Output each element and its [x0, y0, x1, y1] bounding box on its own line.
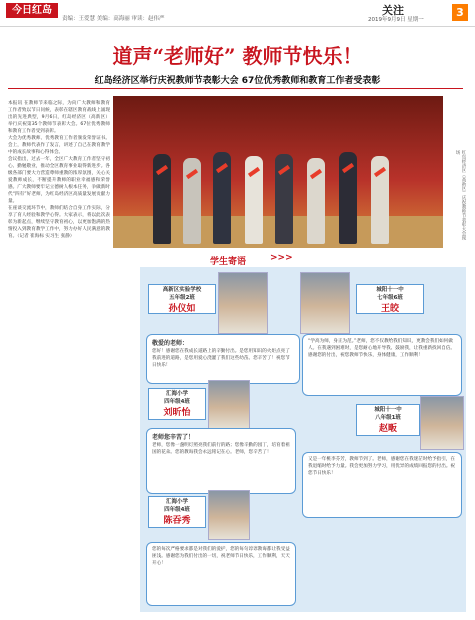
- person-figure: [245, 156, 263, 244]
- student-name: 刘昕怡: [163, 408, 191, 418]
- message-box: [302, 452, 462, 518]
- section-title: 学生寄语: [210, 257, 247, 267]
- chevron-right-icon: >>>: [270, 253, 293, 263]
- student-class: 四年级4班: [164, 507, 190, 513]
- student-card: [356, 404, 420, 436]
- student-school: 高新区实验学校: [162, 287, 202, 293]
- student-name: 孙仪如: [168, 304, 196, 314]
- message-box: [146, 334, 300, 384]
- person-figure: [275, 154, 293, 244]
- person-figure: [307, 158, 325, 244]
- person-figure: [183, 158, 201, 244]
- message-heading: 敬爱的老师：: [152, 340, 189, 347]
- student-class: 八年级1班: [375, 415, 401, 421]
- student-card: [148, 284, 216, 314]
- message-box: [302, 334, 462, 396]
- message-heading: 老师您辛苦了！: [152, 434, 195, 441]
- message-box: [146, 428, 296, 494]
- student-name: 王皎: [380, 304, 399, 314]
- ceremony-photo: [113, 96, 443, 248]
- student-card: [356, 284, 424, 314]
- person-figure: [213, 152, 231, 244]
- student-class: 五年级2班: [169, 295, 195, 301]
- student-class: 七年级6班: [377, 295, 403, 301]
- message-text: 您好！感谢您在我成长道路上的辛勤付出。是您用知识的火炬点亮了我前进的道路，是您用爱心浇灌了我们这些幼苗。您辛苦了！祝您节日快乐！: [152, 349, 290, 369]
- student-photo: [300, 272, 350, 334]
- student-name: 赵畈: [378, 424, 397, 434]
- person-figure: [153, 154, 171, 244]
- student-card: [148, 496, 206, 528]
- article-body: 本报讯 在教师节来临之际，为向广大教师和教育工作者致以节日问候，表彰在辖区教育战线上涌现出的先进典型，9月6日，红岛经济区（高新区）举行庆祝第35个教师节表彰大会。67位优秀教师和教育工作者受到表彰。 大会为优秀教师、优秀教育工作者颁发荣誉证书。会上，教师代表作了发言，讲述了自己在教育教学中的成长故事和心得体会。 会议指出，过去一年，全区广大教育工作者坚守初心、勤勉敬业，推动全区教育事业取得新进步。各级各部门要大力营造尊师重教的浓厚氛围，关心关爱教师成长，不断提升教师的职业幸福感和荣誉感。广大教师要牢记立德树人根本任务，争做新时代“四有”好老师，为红岛经济区高质量发展贡献力量。 在座谈交流环节中，教师们结合自身工作实际，分享了育人经验和教学心得。大家表示，将以此次表彰为新起点，继续坚守教育初心，以更加饱满的热情投入到教育教学工作中，努力办好人民满意的教育。（记者 崔海标 实习生 张静）: [8, 101, 110, 239]
- editors-line: 责编：王爱慧 美编：高海丽 审读：赵伟严: [62, 16, 165, 22]
- message-box: [146, 542, 296, 606]
- headline: 道声“老师好” 教师节快乐！: [112, 44, 363, 68]
- student-photo: [208, 380, 250, 430]
- section-name: 关注: [382, 4, 404, 17]
- message-text: 您的每次严格要求都是对我们的爱护，您的每句谆谆教诲都让我受益匪浅。感谢您为我们付出的一切，祝老师节日快乐，工作顺利，天天开心！: [152, 547, 290, 567]
- person-figure: [371, 156, 389, 244]
- student-photo: [208, 490, 250, 540]
- person-figure: [339, 152, 357, 244]
- page-number: 3: [452, 4, 468, 21]
- student-school: 汇海小学: [165, 499, 188, 505]
- newspaper-logo: 今日红岛: [6, 3, 58, 18]
- student-photo: [420, 396, 464, 450]
- student-card: [148, 388, 206, 420]
- message-text: 老师，您像一盏明灯照亮我们前行的路；您像辛勤的园丁，培育着祖国的花朵。您的教诲我会永远铭记在心。老师，您辛苦了！: [152, 443, 290, 456]
- subheadline: 红岛经济区举行庆祝教师节表彰大会 67位优秀教师和教育工作者受表彰: [94, 76, 381, 86]
- issue-date: 2019年9月9日 星期一: [368, 17, 424, 23]
- student-school: 城阳十一中: [374, 407, 402, 413]
- student-photo: [218, 272, 268, 334]
- message-text: 又是一年桃李芬芳，教师节到了。老师，感谢您在我迷茫时给予指引，在我退缩时给予力量。我会更加努力学习，用优异的成绩回报您的付出。祝您节日快乐！: [308, 457, 456, 477]
- student-class: 四年级4班: [164, 399, 190, 405]
- message-text: “学高为师，身正为范。”老师，您不仅教给我们知识，更教会我们如何做人。在我遇到困难时，是您耐心地开导我、鼓励我，让我重新找回自信。感谢您的付出，祝您教师节快乐，身体健康，工作顺利！: [308, 339, 456, 359]
- student-name: 陈吞秀: [163, 516, 191, 526]
- photo-caption: 红岛经济区（高新区）庆祝教师节表彰大会现场: [455, 150, 466, 240]
- student-school: 城阳十一中: [376, 287, 404, 293]
- divider: [8, 88, 463, 89]
- student-school: 汇海小学: [165, 391, 188, 397]
